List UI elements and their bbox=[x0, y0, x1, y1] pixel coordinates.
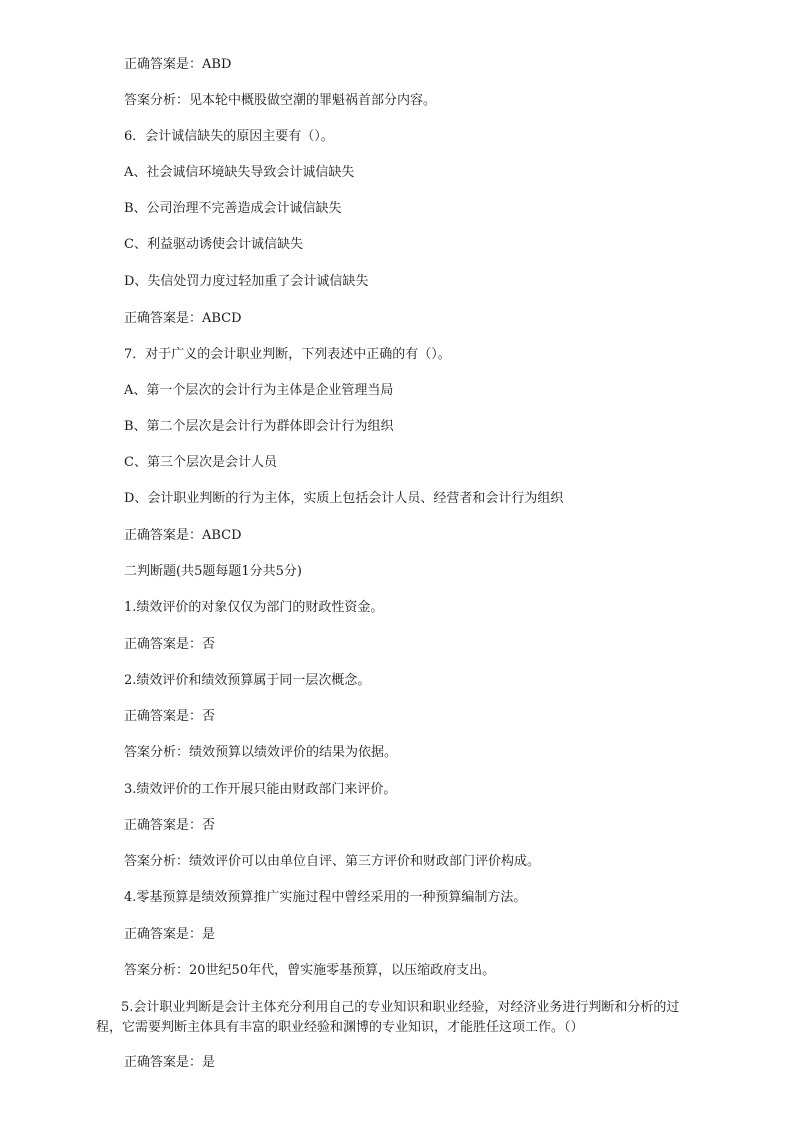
analysis-line: 答案分析：绩效预算以绩效评价的结果为依据。 bbox=[124, 745, 398, 760]
option-b: B、公司治理不完善造成会计诚信缺失 bbox=[124, 201, 342, 216]
answer-line: 正确答案是：ABCD bbox=[124, 311, 242, 326]
option-b: B、第二个层次是会计行为群体即会计行为组织 bbox=[124, 419, 394, 434]
answer-line: 正确答案是：否 bbox=[124, 709, 216, 724]
question-6: 6．会计诚信缺失的原因主要有（）。 bbox=[124, 129, 334, 144]
answer-line: 正确答案是：是 bbox=[124, 927, 216, 942]
answer-line: 正确答案是：ABCD bbox=[124, 528, 242, 543]
answer-line: 正确答案是：是 bbox=[124, 1055, 216, 1070]
analysis-line: 答案分析：见本轮中概股做空潮的罪魁祸首部分内容。 bbox=[124, 93, 437, 108]
option-c: C、利益驱动诱使会计诚信缺失 bbox=[124, 237, 303, 252]
answer-line: 正确答案是：否 bbox=[124, 637, 216, 652]
judgement-1: 1.绩效评价的对象仅仅为部门的财政性资金。 bbox=[124, 600, 384, 615]
analysis-line: 答案分析：绩效评价可以由单位自评、第三方评价和财政部门评价构成。 bbox=[124, 854, 541, 869]
judgement-5: 5.会计职业判断是会计主体充分利用自己的专业知识和职业经验，对经济业务进行判断和分析的过程，它需要判断主体具有丰富的职业经验和渊博的专业知识，才能胜任这项工作。（） bbox=[96, 1000, 680, 1035]
answer-line: 正确答案是：ABD bbox=[124, 57, 232, 72]
judgement-2: 2.绩效评价和绩效预算属于同一层次概念。 bbox=[124, 673, 371, 688]
option-d: D、会计职业判断的行为主体，实质上包括会计人员、经营者和会计行为组织 bbox=[124, 491, 564, 506]
section-heading: 二判断题(共5题每题1分共5分) bbox=[124, 564, 302, 579]
judgement-3: 3.绩效评价的工作开展只能由财政部门来评价。 bbox=[124, 782, 397, 797]
question-7: 7．对于广义的会计职业判断，下列表述中正确的有（）。 bbox=[124, 347, 451, 362]
option-d: D、失信处罚力度过轻加重了会计诚信缺失 bbox=[124, 274, 369, 289]
option-a: A、第一个层次的会计行为主体是企业管理当局 bbox=[124, 383, 394, 398]
option-a: A、社会诚信环境缺失导致会计诚信缺失 bbox=[124, 165, 355, 180]
option-c: C、第三个层次是会计人员 bbox=[124, 455, 277, 470]
judgement-4: 4.零基预算是绩效预算推广实施过程中曾经采用的一种预算编制方法。 bbox=[124, 890, 527, 905]
answer-line: 正确答案是：否 bbox=[124, 818, 216, 833]
analysis-line: 答案分析：20世纪50年代，曾实施零基预算，以压缩政府支出。 bbox=[124, 963, 496, 978]
